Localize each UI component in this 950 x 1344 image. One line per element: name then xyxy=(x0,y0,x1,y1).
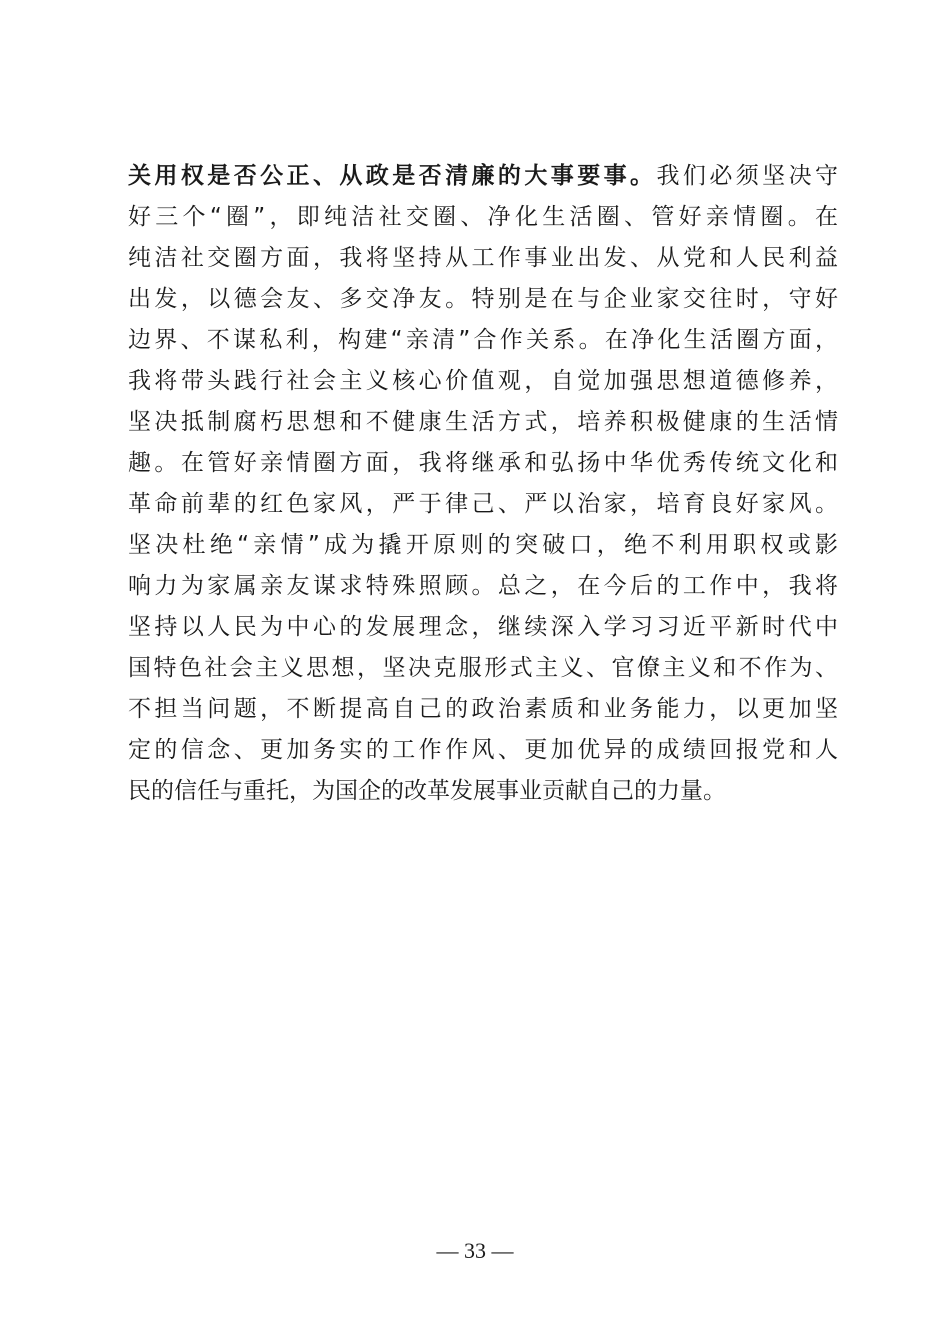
text-line-12: 坚持以人民为中心的发展理念，继续深入学习习近平新时代中 xyxy=(128,614,838,640)
text-line-8: 趣。在管好亲情圈方面，我将继承和弘扬中华优秀传统文化和 xyxy=(128,450,838,476)
body-paragraph xyxy=(128,156,838,812)
text-line-3: 纯洁社交圈方面，我将坚持从工作事业出发、从党和人民利益 xyxy=(128,245,838,271)
text-line-1 xyxy=(128,156,838,197)
bold-lead-phrase: 关用权是否公正、从政是否清廉的大事要事。 xyxy=(128,163,657,189)
text-line-10: 坚决杜绝“亲情”成为撬开原则的突破口，绝不利用职权或影 xyxy=(128,532,838,558)
text-line-15: 定的信念、更加务实的工作作风、更加优异的成绩回报党和人 xyxy=(128,737,838,763)
text-line-2: 好三个“圈”，即纯洁社交圈、净化生活圈、管好亲情圈。在 xyxy=(128,204,838,230)
text-line-6: 我将带头践行社会主义核心价值观，自觉加强思想道德修养， xyxy=(128,368,838,394)
text-line-5: 边界、不谋私利，构建“亲清”合作关系。在净化生活圈方面， xyxy=(128,327,838,353)
text-line-11: 响力为家属亲友谋求特殊照顾。总之，在今后的工作中，我将 xyxy=(128,573,838,599)
page-number: — 33 — xyxy=(436,1238,514,1263)
text-line-16: 民的信任与重托，为国企的改革发展事业贡献自己的力量。 xyxy=(128,778,726,804)
text-line-7: 坚决抵制腐朽思想和不健康生活方式，培养积极健康的生活情 xyxy=(128,409,838,435)
text-line-4: 出发，以德会友、多交净友。特别是在与企业家交往时，守好 xyxy=(128,286,838,312)
text-line-9: 革命前辈的红色家风，严于律己、严以治家，培育良好家风。 xyxy=(128,491,838,517)
line-text: 我们必须坚决守 xyxy=(656,163,839,189)
text-line-13: 国特色社会主义思想，坚决克服形式主义、官僚主义和不作为、 xyxy=(128,655,838,681)
text-line-14: 不担当问题，不断提高自己的政治素质和业务能力，以更加坚 xyxy=(128,696,838,722)
